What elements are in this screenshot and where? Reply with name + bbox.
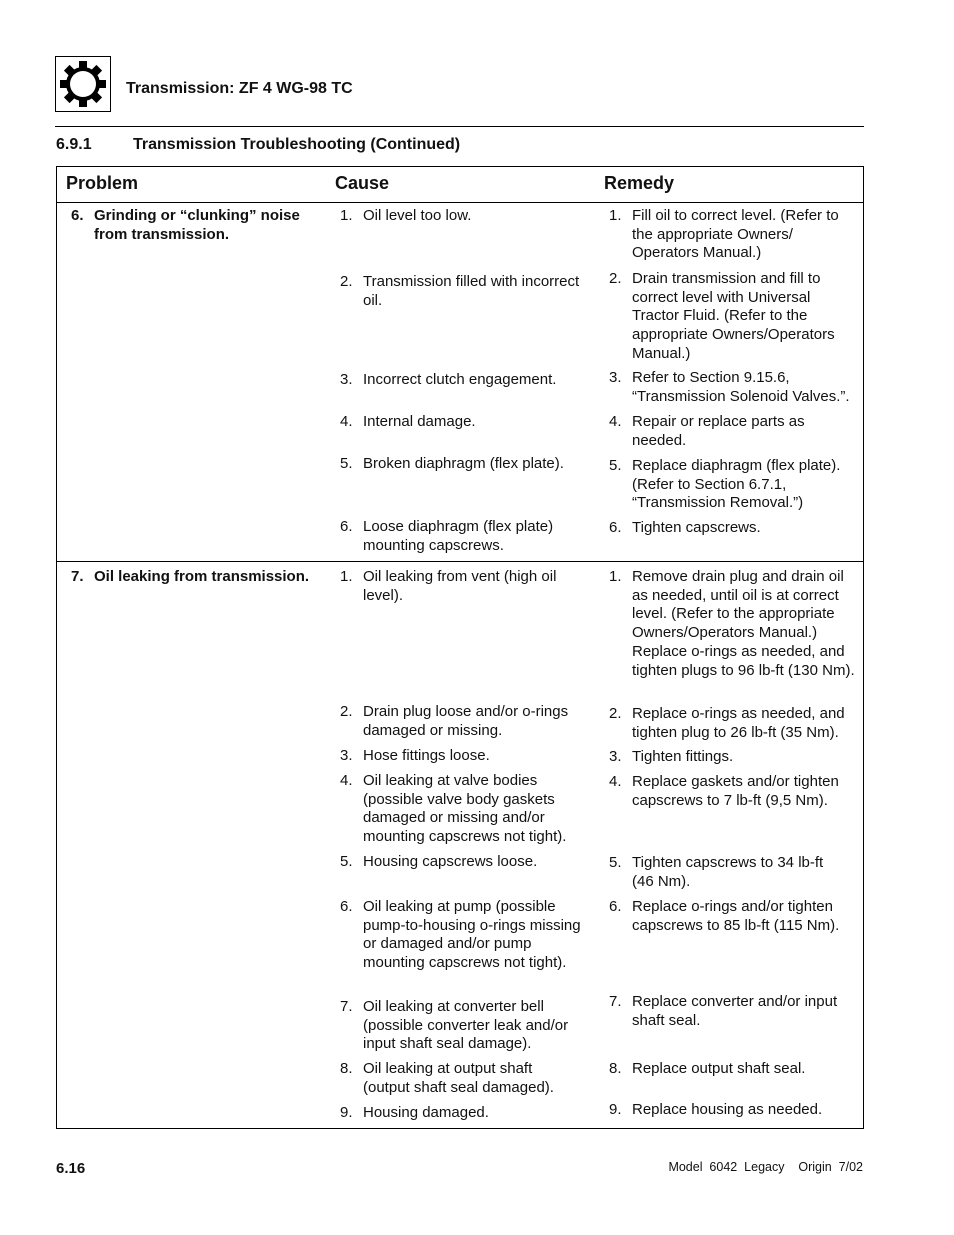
header-divider-line [57,202,863,203]
header-divider [55,126,864,127]
column-header-cause: Cause [335,173,390,193]
section-title: Transmission Troubleshooting (Continued) [133,136,461,153]
section-number: 6.9.1 [56,136,92,153]
column-header-problem: Problem [66,173,139,193]
model-info: Model 6042 Legacy Origin 7/02 [668,1160,863,1174]
column-header-remedy: Remedy [604,173,675,193]
gear-icon [58,59,108,109]
row-divider-line [57,561,863,562]
logo-box [55,56,111,112]
section-heading [56,136,460,154]
document-title: Transmission: ZF 4 WG-98 TC [126,80,353,97]
page-number: 6.16 [56,1160,86,1177]
troubleshooting-table: Problem Cause Remedy 6. Grinding or “clunking” noise from transmission. 1. Oil level too low. 2. Transmission filled with incorrect oil. 3. Incorrect clutch engagement. 4. Internal damage. 5. Broken diaphragm (flex plate). 6. Loose diaphragm (flex plate) mounting capscrews. 1. Fill oil to correct level. (Refer to the appropriate Owners/ Operators Manual.) 2. Drain transmission and fill to correct level with Universal Tractor Fluid. (Refer to the appropriate Owners/Operators Manual.) 3. Refer to Section 9.15.6, “Transmission Solenoid Valves.”. 4. Repair or replace parts as needed. 5. Replace diaphragm (flex plate). (Refer to Section 6.7.1, “Transmission Removal.”) 6. Tighten capscrews. 7. Oil leaking from transmission. 1. Oil leaking from vent (high oil level). 2. Drain plug loose and/or o-rings damaged or missing. 3. Hose fittings loose. 4. Oil leaking at valve bodies (possible valve body gaskets damaged or missing and/or mounting capscrews not tight). 5. Housing capscrews loose. 6. Oil leaking at pump (possible pump-to-housing o-rings missing or damaged and/or pump mounting capscrews not tight). 7. Oil leaking at converter bell (possible converter leak and/or input shaft seal damage). 8. Oil leaking at output shaft (output shaft seal damaged). 9. Housing damaged. 1. Remove drain plug and drain oil as needed, until oil is at correct level. (Refer to the appropriate Owners/Operators Manual.) Replace o-rings as needed, and tighten plugs to 96 lb-ft (130 Nm). 2. Replace o-rings as needed, and tighten plug to 26 lb-ft (35 Nm). 3. Tighten fittings. 4. Replace gaskets and/or tighten capscrews to 7 lb-ft (9,5 Nm). 5. Tighten capscrews to 34 lb-ft (46 Nm). 6. Replace o-rings and/or tighten capscrews to 85 lb-ft (115 Nm). 7. Replace converter and/or input shaft seal. 8. Replace output shaft seal. 9. Replace housing as needed. [56,166,864,1129]
